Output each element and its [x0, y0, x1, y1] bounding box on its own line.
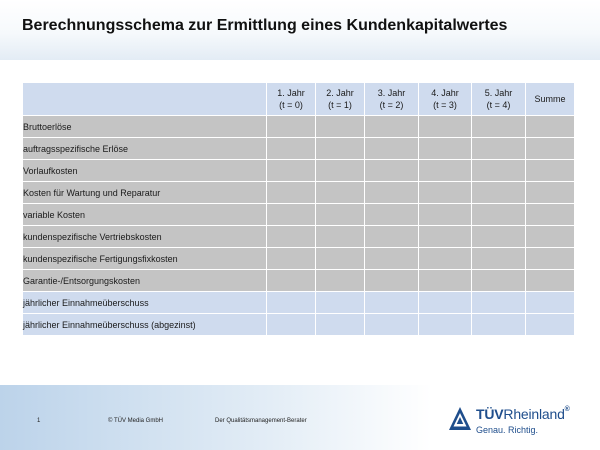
table-cell: [316, 116, 365, 138]
table-cell: [316, 138, 365, 160]
calculation-table: [22, 82, 575, 336]
table-cell: [316, 314, 365, 336]
row-label: Bruttoerlöse: [23, 116, 267, 138]
table-cell: [419, 248, 472, 270]
table-cell: [365, 138, 419, 160]
table-cell: [267, 116, 316, 138]
header-sub-label: (t = 2): [379, 100, 404, 110]
row-label: Vorlaufkosten: [23, 160, 267, 182]
logo-name-rest: Rheinland: [503, 406, 565, 422]
table-cell: [419, 292, 472, 314]
header-sub-label: (t = 0): [279, 100, 303, 110]
table-cell: [526, 204, 575, 226]
header-label: 4. Jahr: [431, 88, 459, 98]
table-cell: [267, 248, 316, 270]
table-row: [23, 314, 575, 336]
table-cell: [316, 204, 365, 226]
table-cell: [419, 182, 472, 204]
table-cell: [419, 270, 472, 292]
table-row: [23, 204, 575, 226]
table-cell: [365, 116, 419, 138]
table-cell: [472, 248, 526, 270]
table-cell: [472, 160, 526, 182]
slide-title: Berechnungsschema zur Ermittlung eines Kundenkapitalwertes: [22, 17, 508, 34]
table-cell: [472, 138, 526, 160]
table-cell: [419, 160, 472, 182]
table-cell: [472, 116, 526, 138]
table-row: [23, 248, 575, 270]
table-cell: [365, 314, 419, 336]
row-label: Garantie-/Entsorgungskosten: [23, 270, 267, 292]
table-cell: [526, 226, 575, 248]
table-cell: [267, 292, 316, 314]
triangle-logo-icon: [448, 406, 472, 432]
header-label: Summe: [534, 94, 566, 104]
title-band: [0, 0, 600, 60]
logo-wordmark: [476, 406, 570, 422]
header-label: 3. Jahr: [377, 88, 406, 98]
table-cell: [472, 314, 526, 336]
table-cell: [472, 270, 526, 292]
table-cell: [526, 314, 575, 336]
footer-copyright: © TÜV Media GmbH: [108, 418, 163, 424]
table-cell: [419, 204, 472, 226]
row-label: jährlicher Einnahmeüberschuss: [23, 292, 267, 314]
table-cell: [316, 182, 365, 204]
table-cell: [419, 314, 472, 336]
table-cell: [472, 292, 526, 314]
table-cell: [526, 292, 575, 314]
table-cell: [526, 116, 575, 138]
header-year-4: [419, 83, 472, 116]
table-cell: [419, 226, 472, 248]
page-number: 1: [37, 418, 41, 424]
table-cell: [316, 226, 365, 248]
header-year-2: [316, 83, 365, 116]
row-label: kundenspezifische Vertriebskosten: [23, 226, 267, 248]
table-cell: [267, 270, 316, 292]
header-label: 5. Jahr: [484, 88, 513, 98]
table-cell: [365, 292, 419, 314]
table-cell: [472, 182, 526, 204]
table-row: [23, 292, 575, 314]
table-cell: [267, 204, 316, 226]
tuv-rheinland-logo: [448, 406, 578, 440]
table-cell: [526, 248, 575, 270]
header-label: 2. Jahr: [326, 88, 354, 98]
table-row: [23, 182, 575, 204]
logo-tagline: Genau. Richtig.: [476, 425, 539, 435]
header-label: 1. Jahr: [277, 88, 305, 98]
table-cell: [267, 314, 316, 336]
table-row: [23, 226, 575, 248]
table-cell: [526, 270, 575, 292]
table-cell: [365, 270, 419, 292]
header-sub-label: (t = 4): [486, 100, 511, 110]
table-cell: [526, 138, 575, 160]
table-header-row: [23, 83, 575, 116]
table-row: [23, 116, 575, 138]
row-label: auftragsspezifische Erlöse: [23, 138, 267, 160]
header-year-5: [472, 83, 526, 116]
table-cell: [365, 226, 419, 248]
header-year-1: [267, 83, 316, 116]
table-row: [23, 160, 575, 182]
table-row: [23, 270, 575, 292]
table-cell: [526, 160, 575, 182]
table-cell: [365, 160, 419, 182]
table-cell: [267, 138, 316, 160]
table-cell: [316, 160, 365, 182]
table-cell: [365, 248, 419, 270]
logo-name-bold: TÜV: [476, 406, 504, 422]
table-row: [23, 138, 575, 160]
header-year-3: [365, 83, 419, 116]
table-cell: [472, 204, 526, 226]
table-cell: [267, 182, 316, 204]
row-label: jährlicher Einnahmeüberschuss (abgezinst): [23, 314, 267, 336]
header-sub-label: (t = 1): [328, 100, 352, 110]
table-cell: [316, 248, 365, 270]
table-cell: [267, 226, 316, 248]
table-cell: [316, 292, 365, 314]
table-cell: [526, 182, 575, 204]
table-cell: [419, 116, 472, 138]
header-corner-cell: [23, 83, 267, 116]
registered-mark: ®: [564, 406, 570, 413]
row-label: kundenspezifische Fertigungsfixkosten: [23, 248, 267, 270]
header-sum: [526, 83, 575, 116]
header-sub-label: (t = 3): [433, 100, 457, 110]
table-cell: [267, 160, 316, 182]
row-label: variable Kosten: [23, 204, 267, 226]
table-cell: [365, 204, 419, 226]
table-cell: [472, 226, 526, 248]
table-cell: [316, 270, 365, 292]
table-cell: [419, 138, 472, 160]
table-cell: [365, 182, 419, 204]
footer-publication: Der Qualitätsmanagement-Berater: [215, 418, 307, 424]
row-label: Kosten für Wartung und Reparatur: [23, 182, 267, 204]
